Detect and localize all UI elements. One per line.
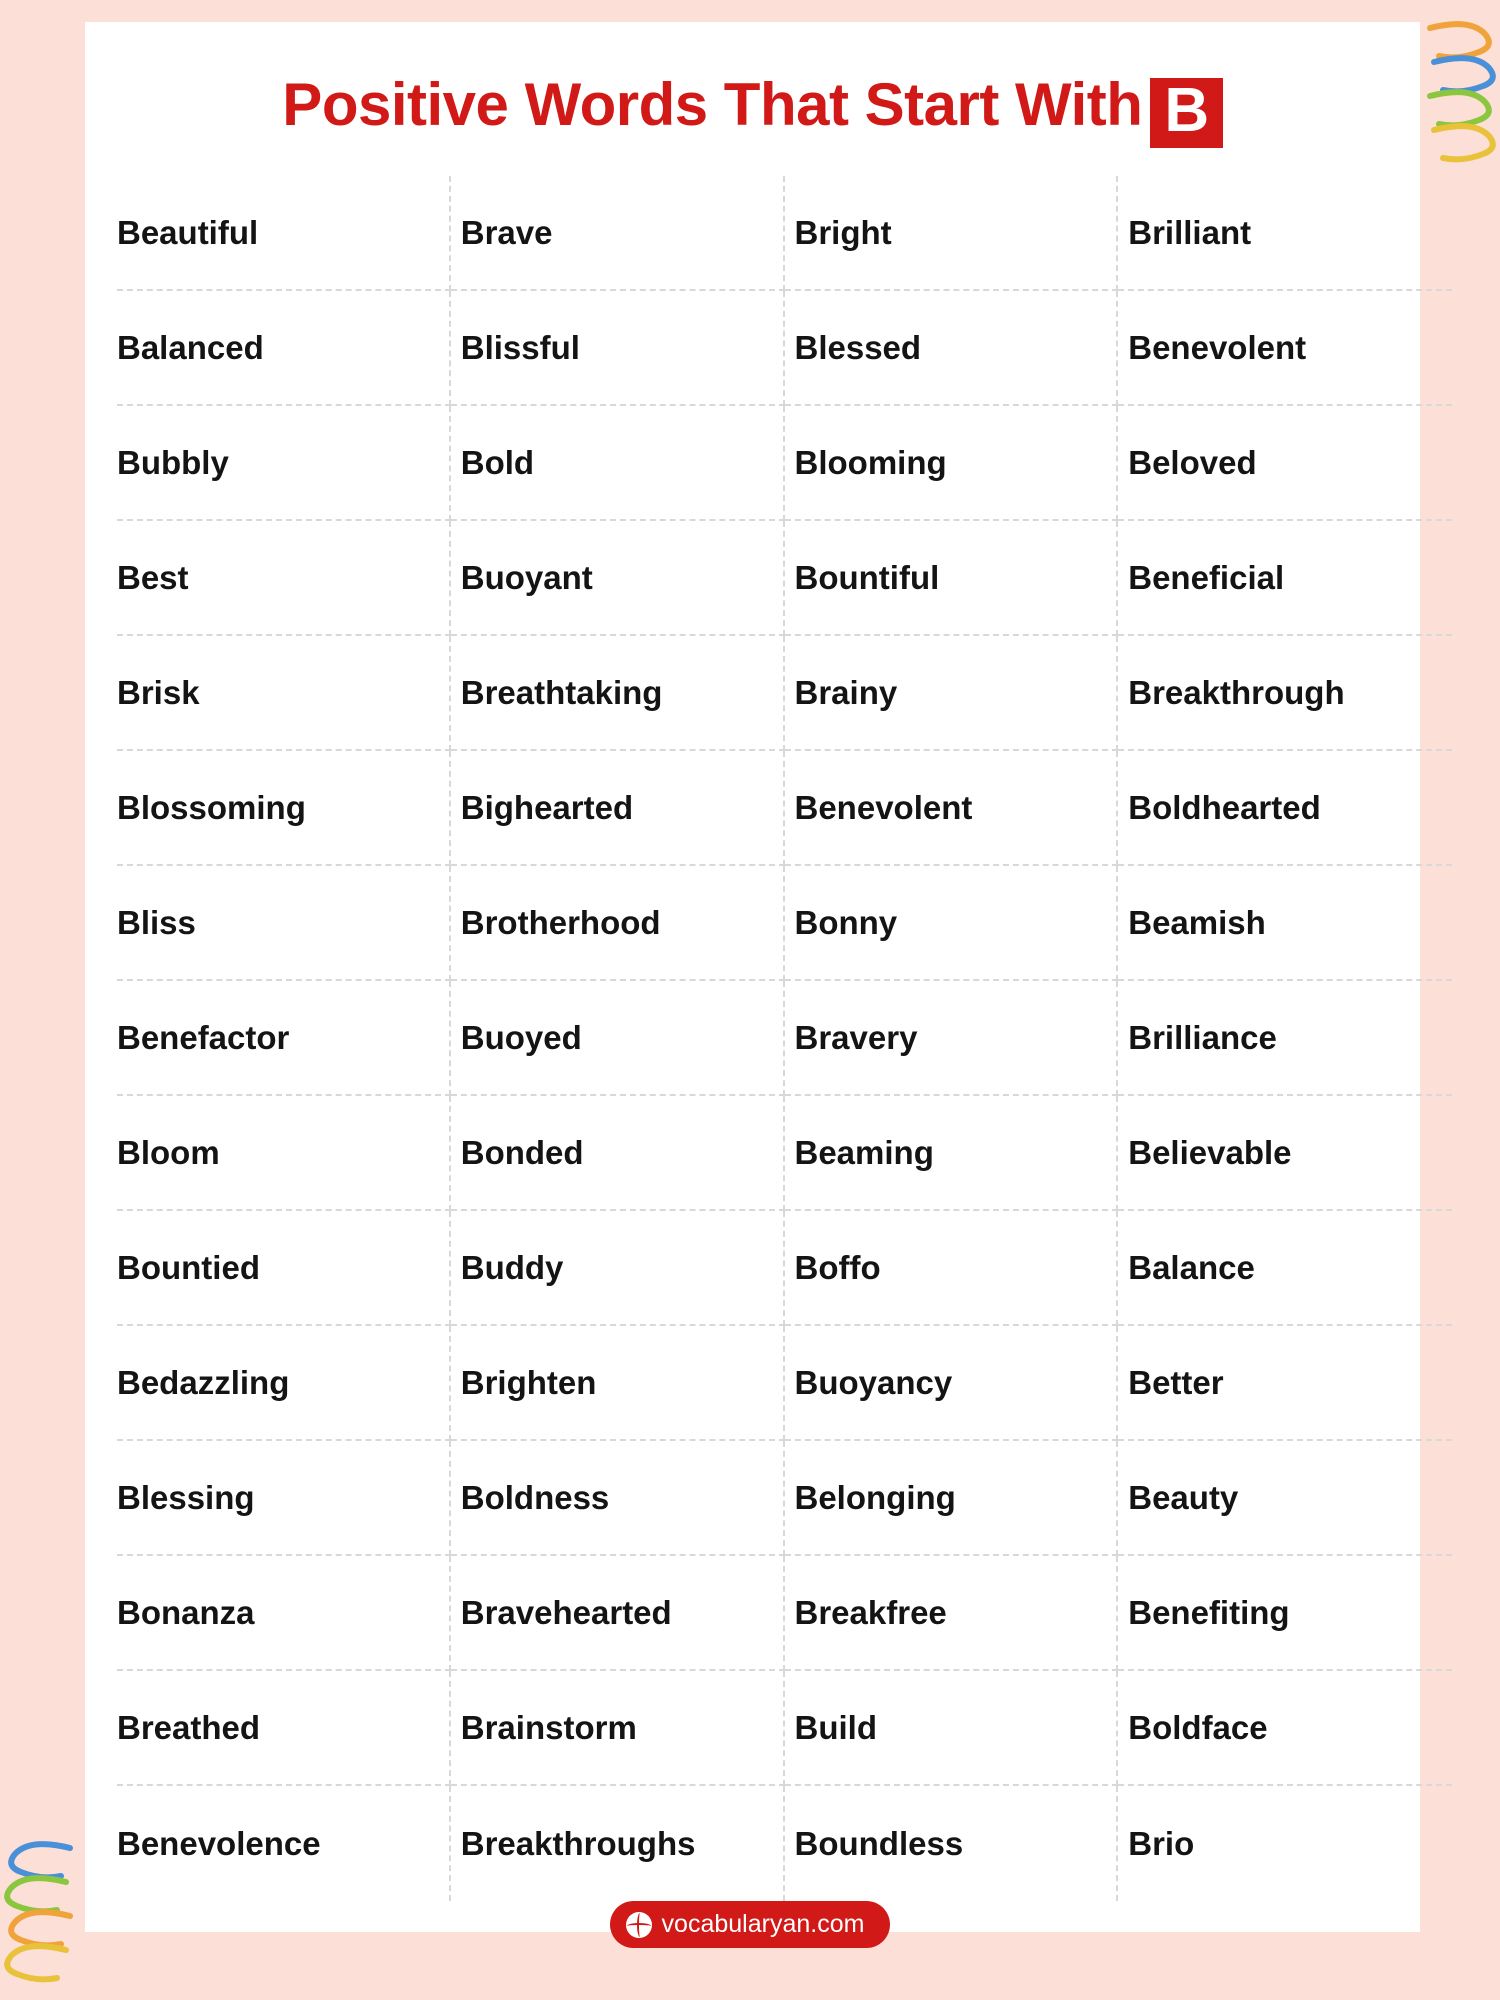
word-cell: Build bbox=[785, 1671, 1119, 1786]
word-cell: Breakthrough bbox=[1118, 636, 1452, 751]
word-cell: Breathtaking bbox=[451, 636, 785, 751]
word-cell: Breakthroughs bbox=[451, 1786, 785, 1901]
word-cell: Brainstorm bbox=[451, 1671, 785, 1786]
word-cell: Bonded bbox=[451, 1096, 785, 1211]
word-cell: Benefiting bbox=[1118, 1556, 1452, 1671]
word-cell: Benevolent bbox=[1118, 291, 1452, 406]
word-cell: Benefactor bbox=[117, 981, 451, 1096]
word-cell: Best bbox=[117, 521, 451, 636]
word-cell: Beautiful bbox=[117, 176, 451, 291]
word-cell: Bravehearted bbox=[451, 1556, 785, 1671]
word-cell: Brisk bbox=[117, 636, 451, 751]
word-cell: Boundless bbox=[785, 1786, 1119, 1901]
word-list-sheet bbox=[85, 22, 1420, 1932]
footer bbox=[0, 1901, 1500, 1948]
word-cell: Boffo bbox=[785, 1211, 1119, 1326]
word-cell: Bloom bbox=[117, 1096, 451, 1211]
word-cell: Brotherhood bbox=[451, 866, 785, 981]
word-grid-wrapper bbox=[117, 176, 1388, 1901]
word-cell: Bountied bbox=[117, 1211, 451, 1326]
site-url: vocabularyan.com bbox=[661, 1910, 865, 1938]
word-cell: Bonny bbox=[785, 866, 1119, 981]
word-cell: Breakfree bbox=[785, 1556, 1119, 1671]
word-cell: Benevolent bbox=[785, 751, 1119, 866]
word-cell: Beamish bbox=[1118, 866, 1452, 981]
word-cell: Brighten bbox=[451, 1326, 785, 1441]
word-cell: Belonging bbox=[785, 1441, 1119, 1556]
word-cell: Buddy bbox=[451, 1211, 785, 1326]
word-cell: Blessing bbox=[117, 1441, 451, 1556]
word-cell: Bighearted bbox=[451, 751, 785, 866]
word-cell: Brilliance bbox=[1118, 981, 1452, 1096]
word-cell: Buoyancy bbox=[785, 1326, 1119, 1441]
word-cell: Bubbly bbox=[117, 406, 451, 521]
paperclip-icon bbox=[1410, 10, 1500, 170]
word-cell: Brave bbox=[451, 176, 785, 291]
word-cell: Bountiful bbox=[785, 521, 1119, 636]
word-cell: Benevolence bbox=[117, 1786, 451, 1901]
word-cell: Brio bbox=[1128, 1824, 1195, 1862]
word-cell: Beneficial bbox=[1118, 521, 1452, 636]
word-cell: Balanced bbox=[117, 291, 451, 406]
word-cell: Beloved bbox=[1118, 406, 1452, 521]
word-cell: Buoyant bbox=[451, 521, 785, 636]
word-cell: Boldness bbox=[451, 1441, 785, 1556]
word-cell: Blossoming bbox=[117, 751, 451, 866]
word-cell: Bedazzling bbox=[117, 1326, 451, 1441]
word-cell: Blooming bbox=[785, 406, 1119, 521]
site-badge[interactable] bbox=[610, 1901, 891, 1948]
word-cell: Breathed bbox=[117, 1671, 451, 1786]
word-cell: Bold bbox=[451, 406, 785, 521]
word-cell: Blissful bbox=[451, 291, 785, 406]
globe-icon bbox=[626, 1912, 652, 1938]
word-cell: Bonanza bbox=[117, 1556, 451, 1671]
word-cell: Better bbox=[1118, 1326, 1452, 1441]
word-cell: Bliss bbox=[117, 866, 451, 981]
word-cell: Believable bbox=[1118, 1096, 1452, 1211]
word-cell: Bravery bbox=[785, 981, 1119, 1096]
page-title bbox=[85, 22, 1420, 158]
word-cell: Brilliant bbox=[1118, 176, 1452, 291]
word-cell: Buoyed bbox=[451, 981, 785, 1096]
word-cell: Blessed bbox=[785, 291, 1119, 406]
word-cell: Beaming bbox=[785, 1096, 1119, 1211]
word-cell: Beauty bbox=[1118, 1441, 1452, 1556]
page-title-text: Positive Words That Start With bbox=[282, 71, 1143, 138]
word-cell: Bright bbox=[785, 176, 1119, 291]
word-grid bbox=[117, 176, 1452, 1901]
word-cell: Balance bbox=[1118, 1211, 1452, 1326]
word-cell: Boldhearted bbox=[1118, 751, 1452, 866]
word-cell: Boldface bbox=[1118, 1671, 1452, 1786]
word-cell: Brainy bbox=[785, 636, 1119, 751]
page-title-letter-badge: B bbox=[1150, 78, 1222, 148]
